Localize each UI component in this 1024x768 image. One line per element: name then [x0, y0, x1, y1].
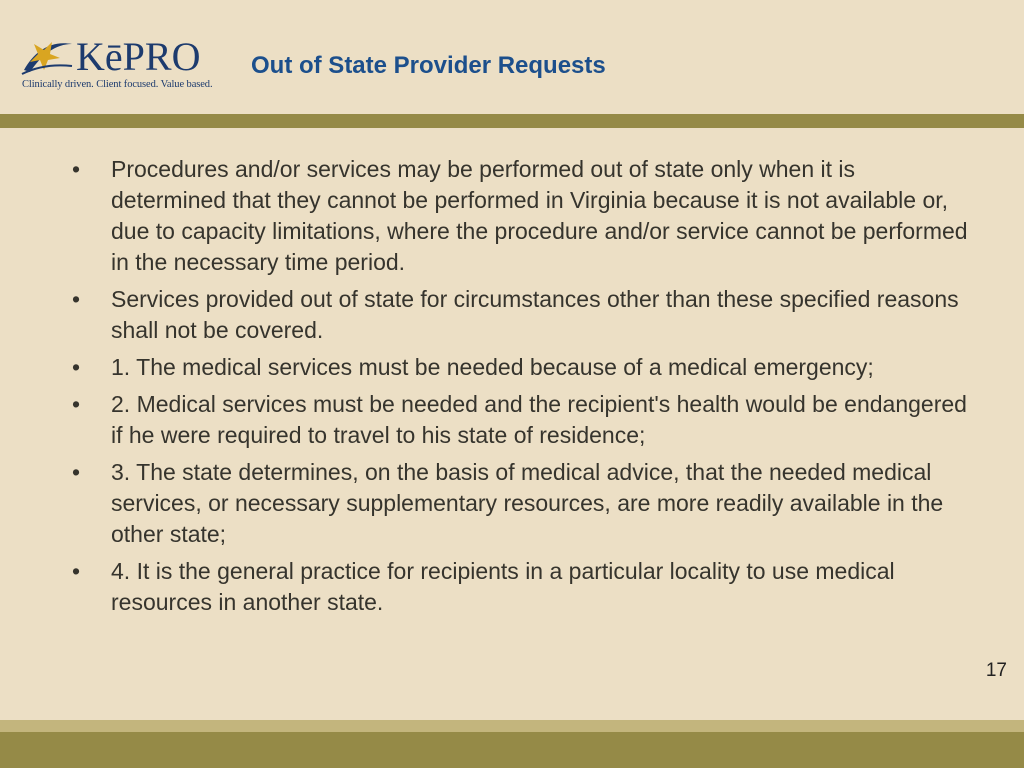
- bullet-dot-icon: •: [72, 354, 81, 380]
- kepro-logo-mark: [20, 30, 220, 80]
- bullet-text: 1. The medical services must be needed because of a medical emergency;: [111, 354, 874, 380]
- bullet-dot-icon: •: [72, 459, 81, 485]
- bullet-item: [72, 352, 972, 383]
- logo-tagline: Clinically driven. Client focused. Value based.: [22, 79, 213, 90]
- svg-text:KēPRO: KēPRO: [76, 34, 201, 79]
- bullet-list: [72, 154, 972, 624]
- bullet-dot-icon: •: [72, 558, 81, 584]
- bullet-text: Services provided out of state for circumstances other than these specified reasons shall not be covered.: [111, 286, 959, 343]
- bullet-text: 3. The state determines, on the basis of medical advice, that the needed medical services, or necessary supplementary resources, are more readily available in the other state;: [111, 459, 944, 547]
- bullet-dot-icon: •: [72, 286, 81, 312]
- kepro-logo: [20, 30, 220, 94]
- bullet-dot-icon: •: [72, 391, 81, 417]
- bullet-item: [72, 556, 972, 618]
- bullet-item: [72, 154, 972, 278]
- footer-band: [0, 732, 1024, 768]
- header-divider-band: [0, 114, 1024, 128]
- footer-light-band: [0, 720, 1024, 732]
- bullet-text: 4. It is the general practice for recipients in a particular locality to use medical resources in another state.: [111, 558, 895, 615]
- slide-title: Out of State Provider Requests: [251, 52, 606, 79]
- bullet-item: [72, 389, 972, 451]
- bullet-text: 2. Medical services must be needed and the recipient's health would be endangered if he were required to travel to his state of residence;: [111, 391, 967, 448]
- page-number: 17: [985, 660, 1007, 681]
- bullet-dot-icon: •: [72, 156, 81, 182]
- bullet-item: [72, 284, 972, 346]
- bullet-item: [72, 457, 972, 550]
- bullet-text: Procedures and/or services may be performed out of state only when it is determined that they cannot be performed in Virginia because it is not available or, due to capacity limitations, where the procedure and/or service cannot be performed in the necessary time period.: [111, 156, 968, 275]
